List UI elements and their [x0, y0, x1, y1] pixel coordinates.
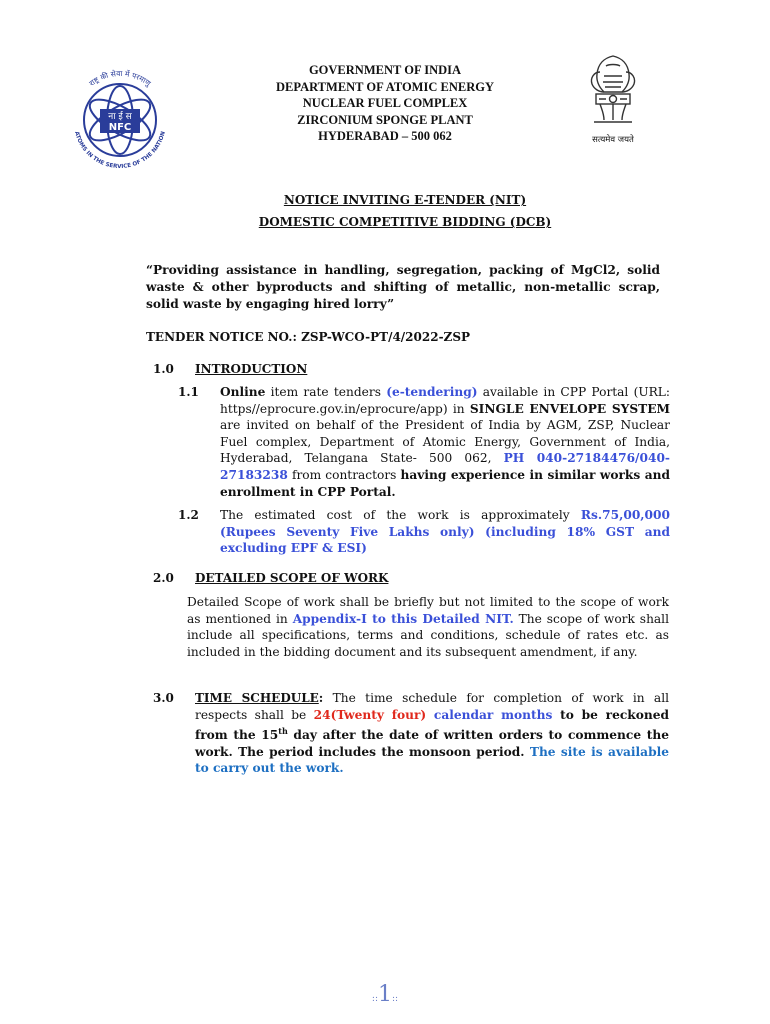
- single-envelope-text: SINGLE ENVELOPE SYSTEM: [469, 401, 670, 416]
- tender-notice-number: TENDER NOTICE NO.: ZSP-WCO-PT/4/2022-ZSP: [146, 330, 471, 344]
- p11-text-f: are invited on behalf of the President of India by AGM, ZSP, Nuclear Fuel complex, Department of Atomic Energy, Government of India, Hyderabad, Telangana State- 500 062,: [220, 418, 670, 466]
- logo-hindi-text: ना ई स: [108, 112, 132, 122]
- estimated-cost: Rs.75,00,000 (Rupees Seventy Five Lakhs only) (including 18% GST and excluding EPF & ESI): [220, 508, 670, 556]
- tender-subject: “Providing assistance in handling, segregation, packing of MgCl2, solid waste & other byproducts and shifting of metallic, non-metallic scrap, solid waste by engaging hired lorry”: [146, 263, 660, 311]
- p11-text-d: available in CPP Portal (URL: https//eprocure.gov.in/eprocure/app) in: [220, 385, 670, 416]
- logo-arc-bottom-text: ATOMS IN THE SERVICE OF THE NATION: [73, 130, 167, 171]
- calendar-months-text: calendar months: [426, 707, 553, 722]
- s2-text-c: The scope of work shall include all specifications, terms and conditions, schedule of rates etc. as included in the bidding document and its subsequent amendment, if any.: [187, 611, 669, 659]
- header-line-plant: ZIRCONIUM SPONGE PLANT: [297, 112, 473, 127]
- page-number-value: 1: [378, 982, 392, 1007]
- e-tendering-text: (e-tendering): [386, 385, 478, 399]
- s3-text-d: to be reckoned from the 15: [195, 707, 669, 743]
- section-1-heading: INTRODUCTION: [195, 362, 308, 376]
- paragraph-1-1-number: 1.1: [178, 385, 199, 399]
- p12-text-a: The estimated cost of the work is approximately: [220, 508, 581, 522]
- page-number-left: ::: [371, 994, 378, 1004]
- dcb-title: DOMESTIC COMPETITIVE BIDDING (DCB): [258, 215, 552, 229]
- site-availability: The site is available to carry out the work.: [195, 744, 669, 776]
- page-number: [340, 982, 430, 1007]
- section-2-heading: DETAILED SCOPE OF WORK: [195, 571, 389, 585]
- s3-text-e: day after the date of written orders to commence the work. The period includes the monsoon period.: [195, 728, 670, 759]
- page-number-right: ::: [392, 994, 399, 1004]
- experience-requirement: having experience in similar works and enrollment in CPP Portal.: [220, 467, 670, 499]
- paragraph-1-1: [220, 384, 670, 500]
- p11-text-h: from contractors: [287, 467, 401, 482]
- emblem-caption: सत्यमेव जयते: [592, 135, 634, 145]
- duration-text: 24(Twenty four): [313, 707, 427, 722]
- p11-text-b: item rate tenders: [265, 385, 387, 399]
- phone-numbers: PH 040-27184476/040-27183238: [220, 451, 670, 482]
- section-2-number: 2.0: [153, 571, 174, 585]
- section-3-paragraph: [195, 690, 669, 777]
- section-3-colon: :: [318, 691, 324, 705]
- section-1-number: 1.0: [153, 362, 174, 376]
- section-2-paragraph: [187, 594, 669, 660]
- s3-superscript: th: [278, 726, 288, 737]
- logo-arc-top-text: राष्ट्र की सेवा में परमाणु: [87, 68, 153, 88]
- appendix-reference: Appendix-I to this Detailed NIT.: [292, 611, 514, 626]
- logo-nfc-text: NFC: [108, 122, 132, 133]
- header-line-government: GOVERNMENT OF INDIA: [308, 63, 462, 77]
- paragraph-1-2: [220, 507, 670, 557]
- header-line-complex: NUCLEAR FUEL COMPLEX: [302, 96, 468, 110]
- s2-text-a: Detailed Scope of work shall be briefly but not limited to the scope of work as mentioned in: [187, 595, 669, 626]
- nit-title: NOTICE INVITING E-TENDER (NIT): [283, 193, 527, 207]
- nfc-logo: [62, 62, 178, 178]
- section-3-number: 3.0: [153, 691, 174, 705]
- online-text: Online: [220, 385, 266, 399]
- section-3-heading: TIME SCHEDULE: [195, 691, 319, 705]
- s3-text-a: The time schedule for completion of work in all respects shall be: [195, 691, 669, 722]
- paragraph-1-2-number: 1.2: [178, 508, 199, 522]
- document-header: [230, 62, 540, 145]
- header-line-city: HYDERABAD – 500 062: [318, 129, 452, 143]
- header-line-department: DEPARTMENT OF ATOMIC ENERGY: [276, 79, 494, 94]
